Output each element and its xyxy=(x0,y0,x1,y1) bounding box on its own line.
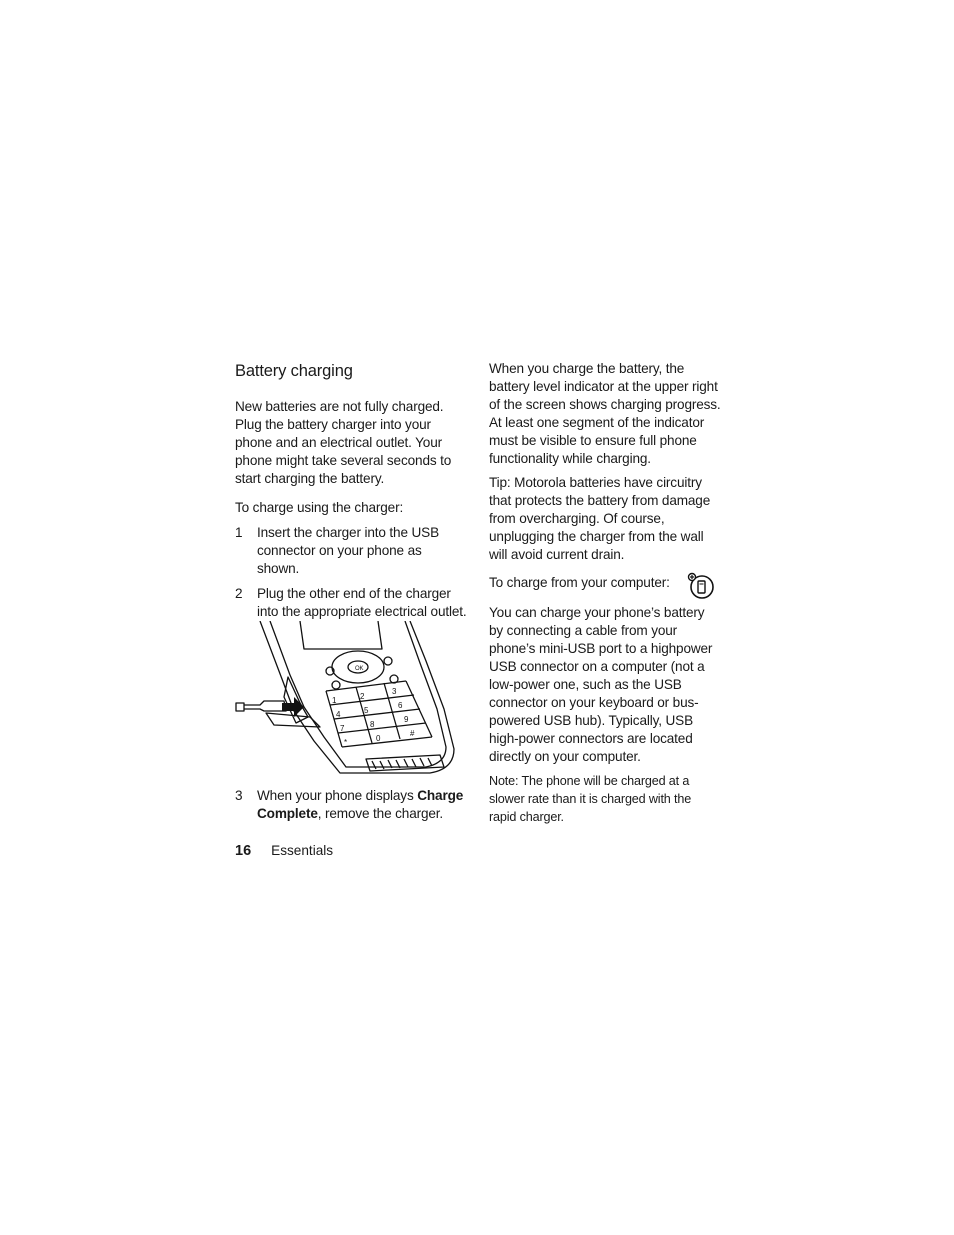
charger-lead: To charge using the charger: xyxy=(235,500,404,515)
left-column xyxy=(235,360,467,823)
key-3-label: 3 xyxy=(392,687,397,696)
key-6-label: 6 xyxy=(398,701,403,710)
step-text-post: , remove the charger. xyxy=(317,806,444,821)
section-name: Essentials xyxy=(271,843,334,858)
step-text xyxy=(257,787,467,823)
step-number: 1 xyxy=(235,525,243,540)
phone-charging-illustration xyxy=(230,621,458,781)
key-4-label: 4 xyxy=(336,710,341,719)
network-feature-icon xyxy=(687,572,715,600)
step-text-pre: When your phone displays xyxy=(257,788,418,803)
key-star-label: * xyxy=(344,738,347,747)
key-hash-label: # xyxy=(410,729,415,738)
intro-paragraph: New batteries are not fully charged. Plug the battery charger into your phone and an electrical outlet. Your phone might take several seconds to start charging the battery. xyxy=(235,399,452,486)
key-7-label: 7 xyxy=(340,724,345,733)
step-text: Insert the charger into the USB connector on your phone as shown. xyxy=(257,525,439,576)
key-2-label: 2 xyxy=(360,692,365,701)
key-9-label: 9 xyxy=(404,715,409,724)
note-paragraph: Note: The phone will be charged at a slower rate than it is charged with the rapid charger. xyxy=(489,774,692,824)
key-8-label: 8 xyxy=(370,720,375,729)
step-number: 2 xyxy=(235,586,243,601)
right-column xyxy=(489,360,721,826)
charging-progress-paragraph: When you charge the battery, the battery level indicator at the upper right of the screen shows charging progress. At least one segment of the indicator must be visible to ensure full phone functionality while charging. xyxy=(489,361,721,466)
computer-lead: To charge from your computer: xyxy=(489,575,670,590)
key-0-label: 0 xyxy=(376,734,381,743)
section-heading: Battery charging xyxy=(235,362,353,380)
ok-key-label: OK xyxy=(355,666,364,672)
key-1-label: 1 xyxy=(332,696,337,705)
step-number: 3 xyxy=(235,788,243,803)
page-footer xyxy=(235,843,333,859)
key-5-label: 5 xyxy=(364,706,369,715)
step-2 xyxy=(235,585,467,621)
display-message: Charge Complete xyxy=(257,788,464,821)
step-text: Plug the other end of the charger into the appropriate electrical outlet. xyxy=(257,586,467,619)
page-number: 16 xyxy=(235,843,252,859)
step-1 xyxy=(235,524,467,578)
step-3 xyxy=(235,787,467,823)
computer-body-paragraph: You can charge your phone’s battery by connecting a cable from your phone’s mini-USB port to a highpower USB connector on a computer (not a low-power one, such as the USB connector on your keyboard or bus-powered USB hub). Typically, USB high-power connectors are located directly on your computer. xyxy=(489,605,713,764)
tip-paragraph: Tip: Motorola batteries have circuitry that protects the battery from damage from overcharging. Of course, unplugging the charger from the wall will avoid current drain. xyxy=(489,475,711,562)
computer-lead-row xyxy=(489,574,721,600)
